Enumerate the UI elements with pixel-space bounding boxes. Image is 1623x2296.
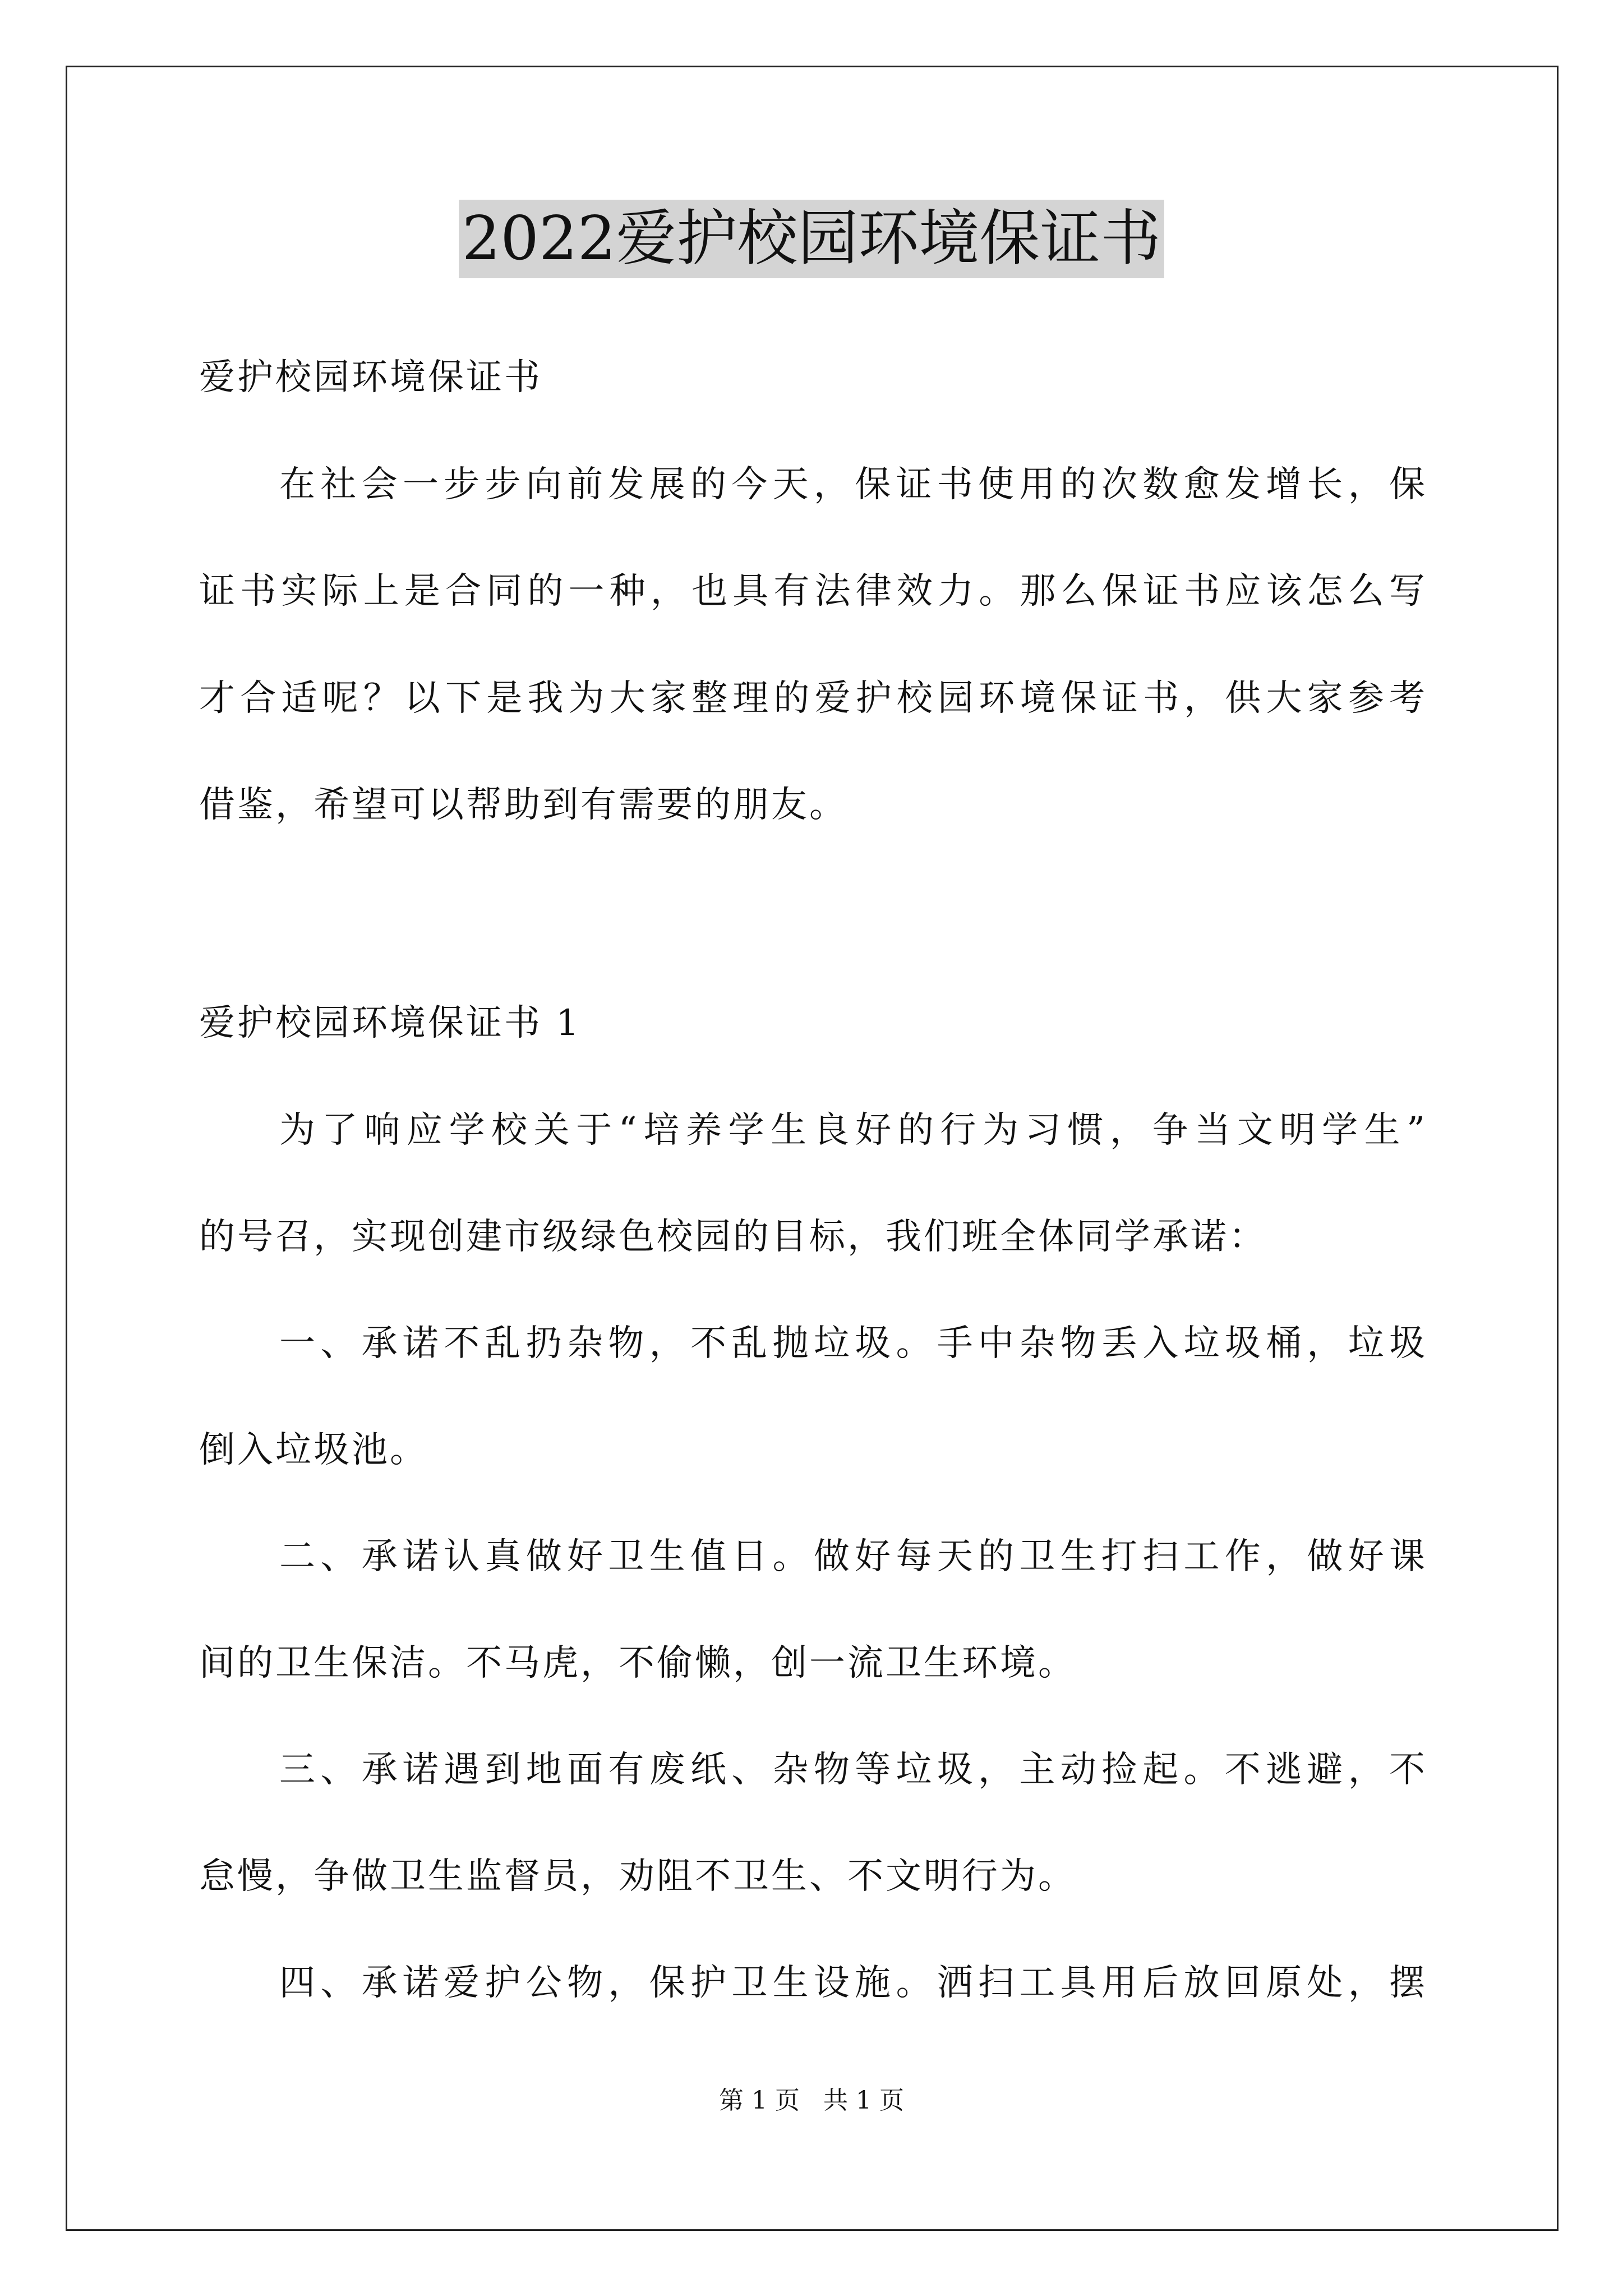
intro-line: 在社会一步步向前发展的今天，保证书使用的次数愈发增长，保 [279, 464, 1427, 505]
body-line: 怠慢，争做卫生监督员，劝阻不卫生、不文明行为。 [199, 1856, 1076, 1897]
document-title: 2022爱护校园环境保证书 [459, 200, 1165, 278]
body-line: 的号召，实现创建市级绿色校园的目标，我们班全体同学承诺： [199, 1216, 1267, 1258]
body-line: 一、承诺不乱扔杂物，不乱抛垃圾。手中杂物丢入垃圾桶，垃圾 [279, 1323, 1427, 1364]
subtitle: 爱护校园环境保证书 [199, 357, 542, 398]
body-line: 四、承诺爱护公物，保护卫生设施。洒扫工具用后放回原处，摆 [279, 1962, 1427, 2004]
intro-line: 才合适呢？以下是我为大家整理的爱护校园环境保证书，供大家参考 [199, 678, 1427, 719]
section-heading: 爱护校园环境保证书 1 [199, 1002, 582, 1044]
body-line: 为了响应学校关于“培养学生良好的行为习惯，争当文明学生” [279, 1110, 1427, 1151]
body-line: 间的卫生保洁。不马虎，不偷懒，创一流卫生环境。 [199, 1642, 1076, 1684]
body-line: 倒入垃圾池。 [199, 1429, 428, 1471]
page-footer: 第 1 页 共 1 页 [719, 2086, 904, 2115]
title-container [0, 200, 1623, 278]
body-line: 二、承诺认真做好卫生值日。做好每天的卫生打扫工作，做好课 [279, 1536, 1427, 1577]
body-line: 三、承诺遇到地面有废纸、杂物等垃圾，主动捡起。不逃避，不 [279, 1749, 1427, 1791]
intro-line: 证书实际上是合同的一种，也具有法律效力。那么保证书应该怎么写 [199, 570, 1427, 612]
intro-line: 借鉴，希望可以帮助到有需要的朋友。 [199, 784, 847, 826]
